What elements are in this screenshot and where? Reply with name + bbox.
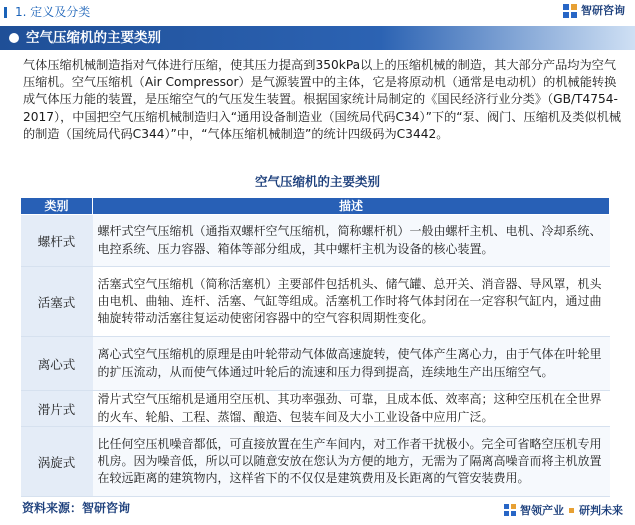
table-row — [21, 215, 610, 267]
slogan-separator — [569, 508, 574, 513]
intro-paragraph: 气体压缩机械制造指对气体进行压缩，使其压力提高到350kPa以上的压缩机械的制造，其大部分产品均为空气压缩机。空气压缩机（Air Compressor）是气源装置中的主体，它是将原动机（通常是电动机）的机械能转换成气体压力能的装置，是压缩空气的气压发生装置。根据国家统计局制定的《国民经济行业分类》（GB/T4754-2017），中国把空气压缩机械制造归入“通用设备制造业（国统局代码C34）”下的“泵、阀门、压缩机及类似机械的制造（国统局代码C344）”中，“气体压缩机械制造”的统计四级码为C3442。 — [23, 58, 622, 141]
row-description: 螺杆式空气压缩机（通指双螺杆空气压缩机，简称螺杆机）一般由螺杆主机、电机、冷却系统、电控系统、压力容器、箱体等部分组成，其中螺杆主机为设备的核心装置。 — [93, 215, 610, 267]
table-row — [21, 391, 610, 427]
header-category: 类别 — [21, 198, 93, 215]
top-bar — [0, 0, 635, 24]
brand-header — [563, 4, 625, 18]
table-header-row — [21, 198, 610, 215]
brand-logo-icon — [563, 4, 577, 18]
title-band — [0, 26, 635, 50]
row-description: 活塞式空气压缩机（简称活塞机）主要部件包括机头、储气罐、总开关、消音器、导风罩，机头由电机、曲轴、连杆、活塞、气缸等组成。活塞机工作时将气体封闭在一定容积气缸内，通过曲轴旋转带动活塞往复运动使密闭容器中的空气容积周期性变化。 — [93, 267, 610, 337]
brand-name: 智研咨询 — [581, 4, 625, 17]
footer-slogan-right: 研判未来 — [579, 504, 623, 517]
source-note: 资料来源：智研咨询 — [22, 501, 131, 515]
brand-logo-icon — [504, 504, 516, 516]
footer-brand — [504, 502, 623, 518]
row-category: 螺杆式 — [21, 215, 93, 267]
title-bullet-icon — [9, 33, 19, 43]
table-row — [21, 427, 610, 497]
footer-slogan-left: 智领产业 — [520, 504, 564, 517]
table-row — [21, 337, 610, 391]
table-row — [21, 267, 610, 337]
header-description: 描述 — [93, 198, 610, 215]
row-description: 比任何空压机噪音都低，可直接放置在生产车间内，对工作者干扰极小。完全可省略空压机专用机房。因为噪音低，所以可以随意安放在您认为方便的地方，无需为了隔离高噪音而将主机放置在较远距离的建筑物内，这样省下的不仅仅是建筑费用及长距离的气管安装费用。 — [93, 427, 610, 497]
row-category: 滑片式 — [21, 391, 93, 427]
category-table — [20, 197, 610, 497]
row-description: 离心式空气压缩机的原理是由叶轮带动气体做高速旋转，使气体产生离心力，由于气体在叶轮里的扩压流动，从而使气体通过叶轮后的流速和压力得到提高，连续地生产出压缩空气。 — [93, 337, 610, 391]
section-label: 1. 定义及分类 — [15, 5, 91, 19]
table-title: 空气压缩机的主要类别 — [254, 174, 380, 189]
row-description: 滑片式空气压缩机是通用空压机、其功率强劲、可靠，且成本低、效率高；这种空压机在全世界的火车、轮船、工程、蒸馏、酿造、包装车间及大小工业设备中应用广泛。 — [93, 391, 610, 427]
page-title: 空气压缩机的主要类别 — [26, 30, 161, 46]
row-category: 涡旋式 — [21, 427, 93, 497]
row-category: 离心式 — [21, 337, 93, 391]
row-category: 活塞式 — [21, 267, 93, 337]
section-marker — [4, 7, 7, 18]
